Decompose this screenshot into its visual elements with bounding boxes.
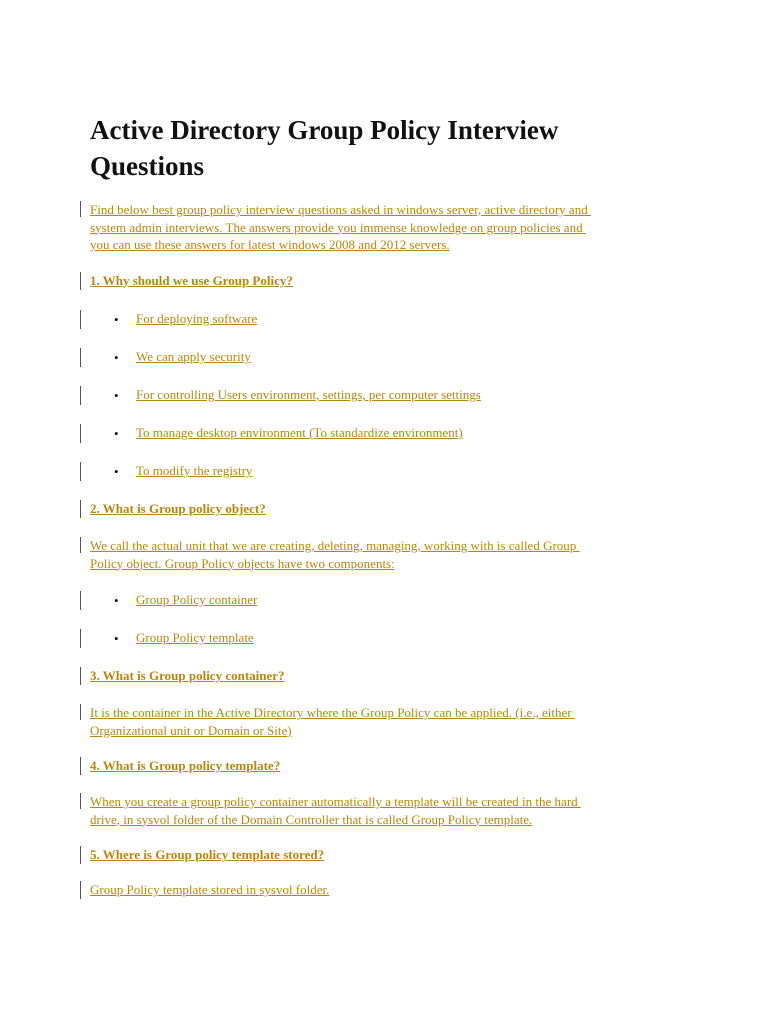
q5-heading[interactable]: 5. Where is Group policy template stored? xyxy=(90,847,325,862)
q5-answer-line-1[interactable]: Group Policy template stored in sysvol folder. xyxy=(90,882,330,897)
q1-bullet-text-3[interactable]: For controlling Users environment, settings, per computer settings xyxy=(136,387,481,402)
margin-bar xyxy=(80,667,81,685)
q1-bullet-3 xyxy=(80,386,680,406)
bullet-icon: • xyxy=(114,350,119,365)
intro-line-1[interactable]: Find below best group policy interview questions asked in windows server, active directory and xyxy=(90,202,591,217)
q1-bullet-text-2[interactable]: We can apply security xyxy=(136,349,251,364)
q3-answer-line-1[interactable]: It is the container in the Active Directory where the Group Policy can be applied. (i.e., either xyxy=(90,705,575,720)
q3-answer-line-2[interactable]: Organizational unit or Domain or Site) xyxy=(90,722,292,738)
q1-bullet-text-5[interactable]: To modify the registry xyxy=(136,463,253,478)
q2-answer-block xyxy=(80,537,680,575)
q2-heading-block xyxy=(80,500,680,520)
intro-paragraph xyxy=(90,201,680,254)
bullet-icon: • xyxy=(114,464,119,479)
q2-heading[interactable]: 2. What is Group policy object? xyxy=(90,501,266,516)
intro-line-3[interactable]: you can use these answers for latest windows 2008 and 2012 servers. xyxy=(90,237,450,252)
margin-bar xyxy=(80,793,81,809)
bullet-icon: • xyxy=(114,426,119,441)
margin-bar xyxy=(80,881,81,899)
bullet-icon: • xyxy=(114,312,119,327)
q1-bullet-text-4[interactable]: To manage desktop environment (To standardize environment) xyxy=(136,425,463,440)
margin-bar xyxy=(80,500,81,518)
q1-heading[interactable]: 1. Why should we use Group Policy? xyxy=(90,273,293,288)
title-line-1: Active Directory Group Policy Interview xyxy=(90,115,559,145)
margin-bar xyxy=(80,846,81,864)
q1-bullet-5 xyxy=(80,462,680,482)
q3-answer-block xyxy=(80,704,680,742)
q5-answer-block xyxy=(80,881,680,901)
page-title xyxy=(90,112,690,184)
margin-bar xyxy=(80,704,81,720)
margin-bar xyxy=(80,757,81,775)
q2-answer-line-2[interactable]: Policy object. Group Policy objects have two components: xyxy=(90,555,395,571)
q5-heading-block xyxy=(80,846,680,866)
q1-bullet-text-1[interactable]: For deploying software xyxy=(136,311,258,326)
intro-line-2[interactable]: system admin interviews. The answers provide you immense knowledge on group policies and xyxy=(90,219,586,235)
q2-answer-line-1[interactable]: We call the actual unit that we are creating, deleting, managing, working with is called Group xyxy=(90,538,580,553)
q1-bullet-1 xyxy=(80,310,680,330)
intro-block xyxy=(80,201,680,257)
q4-answer-line-1[interactable]: When you create a group policy container automatically a template will be created in the hard xyxy=(90,794,581,809)
q1-heading-block xyxy=(80,272,680,292)
bullet-icon: • xyxy=(114,593,119,608)
bullet-icon: • xyxy=(114,388,119,403)
q1-bullet-2 xyxy=(80,348,680,368)
margin-bar xyxy=(80,272,81,290)
q4-answer-line-2[interactable]: drive, in sysvol folder of the Domain Controller that is called Group Policy template. xyxy=(90,811,533,827)
title-line-2: Questions xyxy=(90,151,205,181)
q2-bullet-1 xyxy=(80,591,680,611)
q3-heading-block xyxy=(80,667,680,687)
q1-bullet-4 xyxy=(80,424,680,444)
bullet-icon: • xyxy=(114,631,119,646)
q4-heading[interactable]: 4. What is Group policy template? xyxy=(90,758,281,773)
margin-bar xyxy=(80,537,81,553)
q2-bullet-2 xyxy=(80,629,680,649)
q4-answer-block xyxy=(80,793,680,831)
q2-bullet-text-2[interactable]: Group Policy template xyxy=(136,630,254,645)
q3-heading[interactable]: 3. What is Group policy container? xyxy=(90,668,285,683)
margin-bar xyxy=(80,201,81,217)
q2-bullet-text-1[interactable]: Group Policy container xyxy=(136,592,258,607)
q4-heading-block xyxy=(80,757,680,777)
